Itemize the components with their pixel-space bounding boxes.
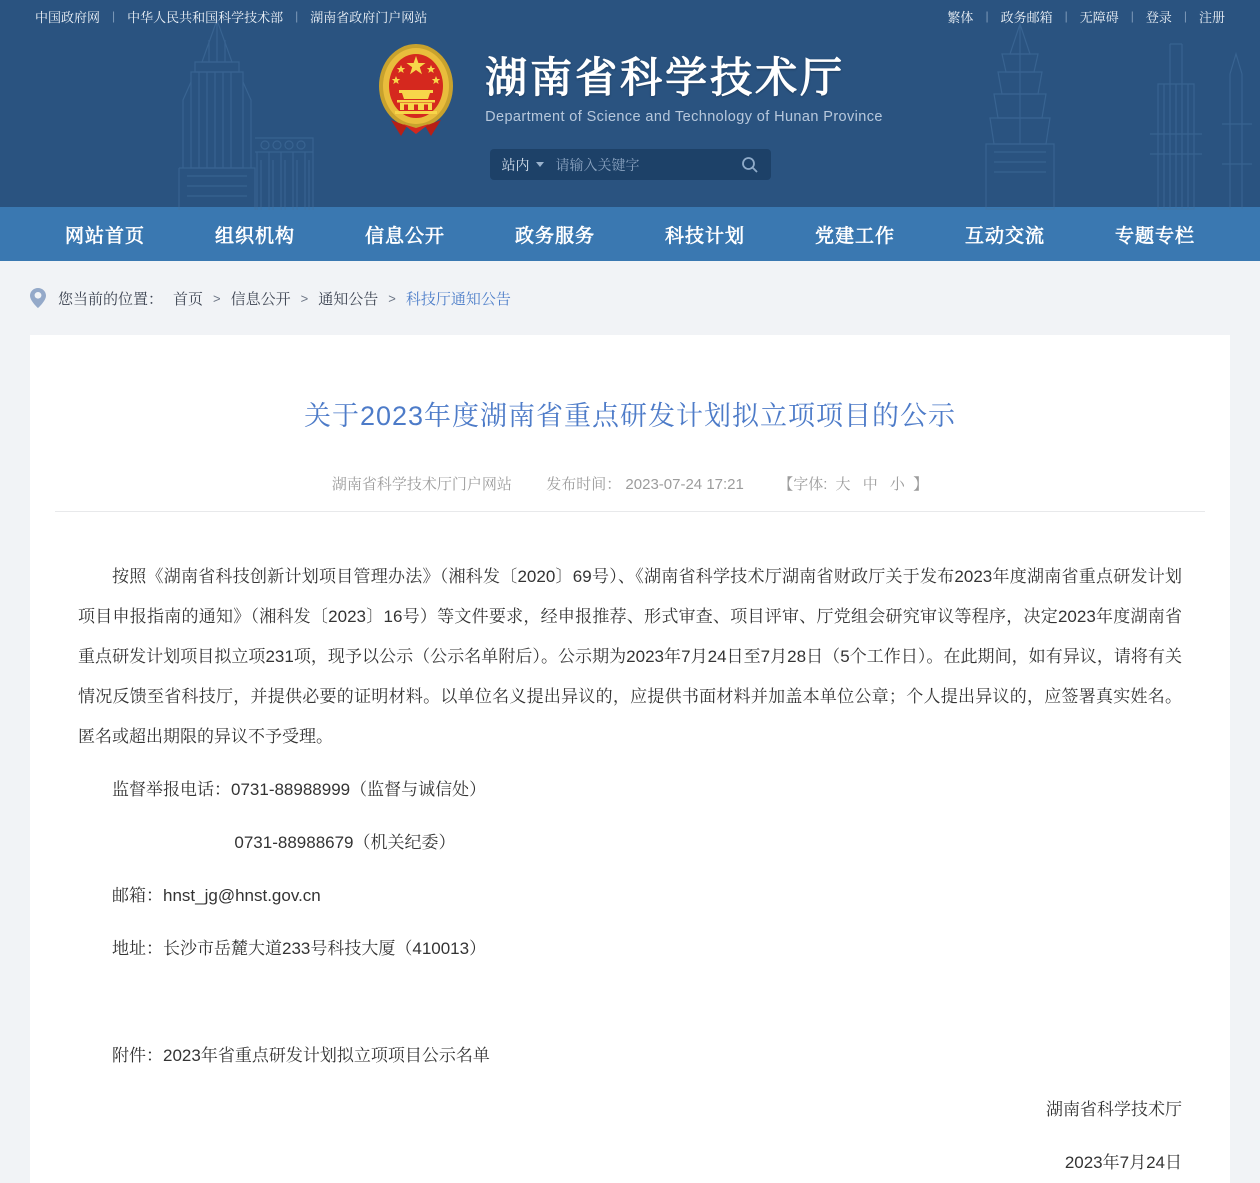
breadcrumb-notices[interactable]: 通知公告 xyxy=(318,290,379,308)
nav-item-info-disclosure[interactable]: 信息公开 xyxy=(364,225,445,247)
breadcrumb-separator: > xyxy=(213,290,221,306)
nav-item-organization[interactable]: 组织机构 xyxy=(214,225,295,247)
topbar-separator: | xyxy=(985,9,989,23)
main-nav xyxy=(0,207,1260,261)
search-scope-dropdown[interactable] xyxy=(502,155,544,175)
link-hunan-gov[interactable]: 湖南省政府门户网站 xyxy=(310,9,428,25)
attachment-link-line[interactable]: 附件：2023年省重点研发计划拟立项项目公示名单 xyxy=(112,1046,490,1065)
supervision-phone-line: 监督举报电话：0731-88988999（监督与诚信处） xyxy=(112,780,487,799)
topbar-separator: | xyxy=(112,9,116,23)
article-meta xyxy=(30,473,1230,494)
chevron-down-icon xyxy=(536,162,544,167)
national-emblem-logo xyxy=(377,42,455,138)
publish-time-label: 发布时间： xyxy=(546,476,622,493)
topbar-separator: | xyxy=(295,9,299,23)
article-body xyxy=(30,512,1230,1183)
nav-item-party-building[interactable]: 党建工作 xyxy=(814,225,895,247)
search-row xyxy=(0,149,1260,180)
article-source: 湖南省科学技术厅门户网站 xyxy=(331,476,512,493)
link-gov-mailbox[interactable]: 政务邮箱 xyxy=(1000,9,1053,25)
topbar-separator: | xyxy=(1130,9,1134,23)
signature-org: 湖南省科学技术厅 xyxy=(1046,1100,1182,1119)
search-scope-label: 站内 xyxy=(501,156,530,173)
font-size-label: 【字体: xyxy=(778,476,828,493)
nav-item-special-topics[interactable]: 专题专栏 xyxy=(1114,225,1195,247)
email-line: 邮箱：hnst_jg@hnst.gov.cn xyxy=(112,886,321,905)
brand-row xyxy=(0,40,1260,140)
topbar-separator: | xyxy=(1064,9,1068,23)
address-line: 地址：长沙市岳麓大道233号科技大厦（410013） xyxy=(112,939,487,958)
discipline-phone-line: 0731-88988679（机关纪委） xyxy=(234,833,456,852)
search-box xyxy=(490,149,771,180)
site-branding xyxy=(485,55,883,124)
site-header xyxy=(0,0,1260,207)
search-input[interactable] xyxy=(556,157,741,173)
search-button[interactable] xyxy=(741,156,759,174)
breadcrumb-home[interactable]: 首页 xyxy=(173,290,204,308)
nav-item-gov-services[interactable]: 政务服务 xyxy=(514,225,595,247)
nav-item-home[interactable]: 网站首页 xyxy=(64,225,145,247)
topbar-separator: | xyxy=(1183,9,1187,23)
link-most[interactable]: 中华人民共和国科学技术部 xyxy=(127,9,284,25)
publish-time: 2023-07-24 17:21 xyxy=(625,476,744,493)
breadcrumb-current[interactable]: 科技厅通知公告 xyxy=(405,290,511,308)
site-title: 湖南省科学技术厅 xyxy=(485,54,846,102)
breadcrumb-label: 您当前的位置： xyxy=(58,290,164,308)
article-paragraph: 按照《湖南省科技创新计划项目管理办法》（湘科发〔2020〕69号）、《湖南省科学技术厅湖南省财政厅关于发布2023年度湖南省重点研发计划项目申报指南的通知》（湘科发〔2023〕16号）等文件要求，经申报推荐、形式审查、项目评审、厅党组会研究审议等程序，决定2023年度湖南省重点研发计划项目拟立项231项，现予以公示（公示名单附后）。公示期为2023年7月24日至7月28日（5个工作日）。在此期间，如有异议，请将有关情况反馈至省科技厅，并提供必要的证明材料。以单位名义提出异议的，应提供书面材料并加盖本单位公章；个人提出异议的，应签署真实姓名。匿名或超出期限的异议不予受理。 xyxy=(78,567,1182,746)
font-size-label-close: 】 xyxy=(913,476,929,493)
font-size-small-button[interactable]: 小 xyxy=(889,476,905,493)
breadcrumb-info-disclosure[interactable]: 信息公开 xyxy=(230,290,291,308)
breadcrumb-separator: > xyxy=(388,290,396,306)
font-size-medium-button[interactable]: 中 xyxy=(862,476,878,493)
font-size-large-button[interactable]: 大 xyxy=(835,476,851,493)
breadcrumb xyxy=(0,261,1260,335)
link-traditional-chinese[interactable]: 繁体 xyxy=(947,9,974,25)
topbar-right-links xyxy=(947,7,1225,26)
article-title: 关于2023年度湖南省重点研发计划拟立项项目的公示 xyxy=(303,401,957,431)
search-icon xyxy=(741,156,759,174)
link-register[interactable]: 注册 xyxy=(1198,9,1225,25)
topbar xyxy=(0,0,1260,32)
signature-date: 2023年7月24日 xyxy=(1064,1153,1182,1172)
link-login[interactable]: 登录 xyxy=(1145,9,1172,25)
site-subtitle-en: Department of Science and Technology of Hunan Province xyxy=(485,108,883,125)
article-card xyxy=(30,335,1230,1183)
nav-item-sci-tech-programs[interactable]: 科技计划 xyxy=(664,225,745,247)
breadcrumb-separator: > xyxy=(300,290,309,306)
link-gov-cn[interactable]: 中国政府网 xyxy=(35,9,101,25)
topbar-left-links xyxy=(35,7,427,26)
link-accessibility[interactable]: 无障碍 xyxy=(1079,9,1119,25)
location-pin-icon xyxy=(30,288,46,308)
nav-item-interaction[interactable]: 互动交流 xyxy=(964,225,1045,247)
